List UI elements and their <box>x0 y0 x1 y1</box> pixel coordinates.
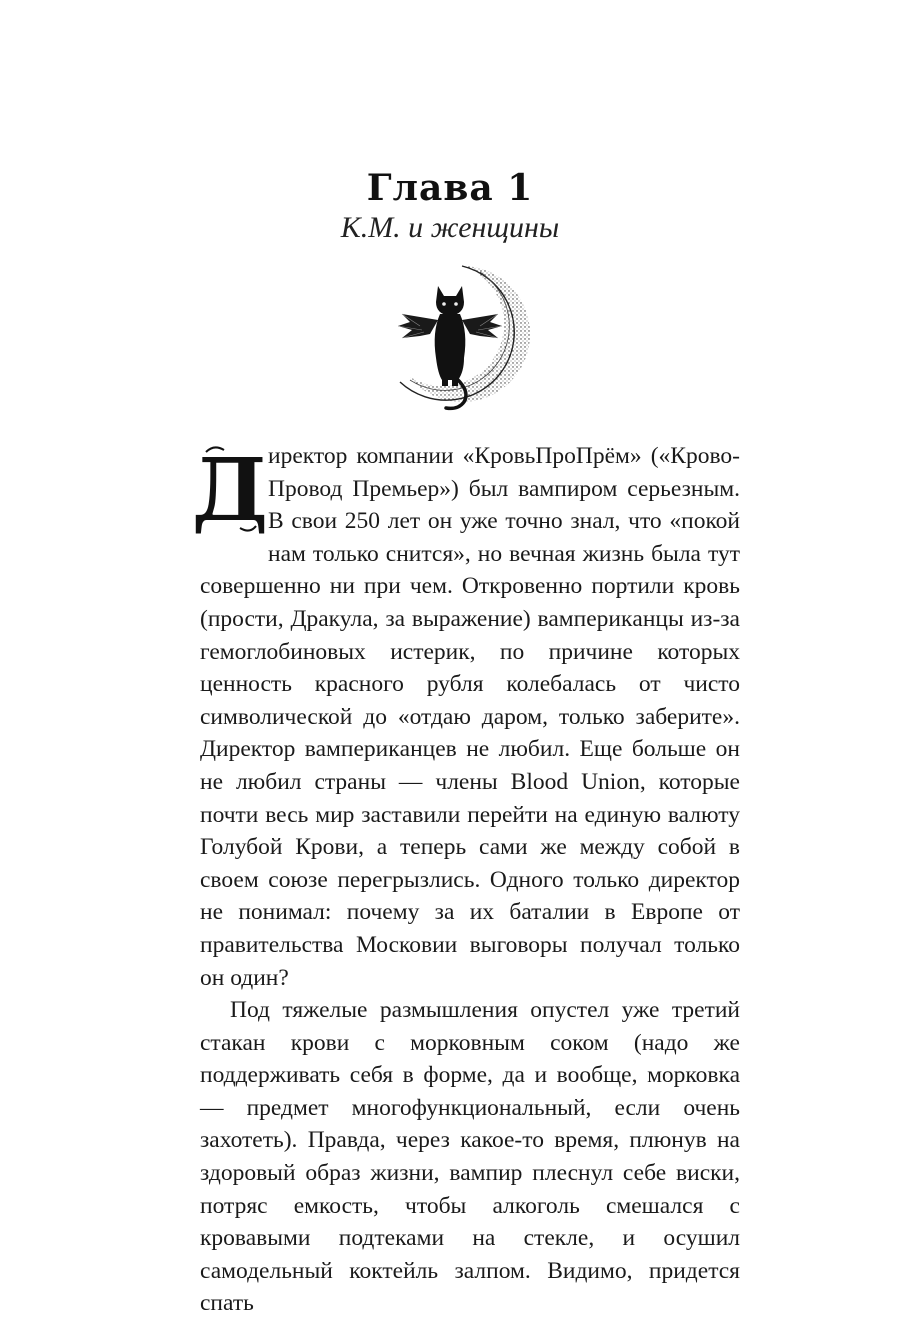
paragraph-2: Под тяжелые размышления опустел уже третий стакан крови с морковным соком (надо же поддерживать себя в форме, да и вообще, морковка — предмет многофункциональный, если очень захотеть). Правда, через какое-то время, плюнув на здоровый образ жизни, вампир плеснул себе виски, потряс емкость, чтобы алкоголь смешался с кровавыми подтеками на стекле, и осушил самодельный коктейль залпом. Видимо, придется спать <box>200 997 740 1317</box>
chapter-body <box>191 440 740 1320</box>
chapter-subtitle: К.М. и женщины <box>340 211 560 244</box>
chapter-title: Глава 1 <box>366 167 534 209</box>
paragraph-1 <box>191 440 740 994</box>
paragraph-1-text: иректор компании «КровьПроПрём» («Крово-Провод Премьер») был вампиром серьезным. В свои 250 лет он уже точно знал, что «покой нам только снится», но вечная жизнь была тут совершенно ни при чем. Откровенно портили кровь (прости, Дракула, за выражение) вамперикaнцы из-за гемоглобиновых истерик, по причине которых ценность красного рубля колебалась от чисто символической до «отдаю даром, только заберите». Директор вамперикaнцев не любил. Еще больше он не любил страны — члены Blood Union, которые почти весь мир заставили перейти на единую валюту Голубой Крови, а теперь сами же между собой в своем союзе перегрызлись. Одного только директор не понимал: почему за их баталии в Европе от правительства Московии выговоры получал только он один? <box>200 443 740 991</box>
drop-cap <box>191 440 269 541</box>
svg-text:Д: Д <box>191 440 269 541</box>
bat-winged-cat-on-crescent-moon-icon <box>380 262 540 422</box>
